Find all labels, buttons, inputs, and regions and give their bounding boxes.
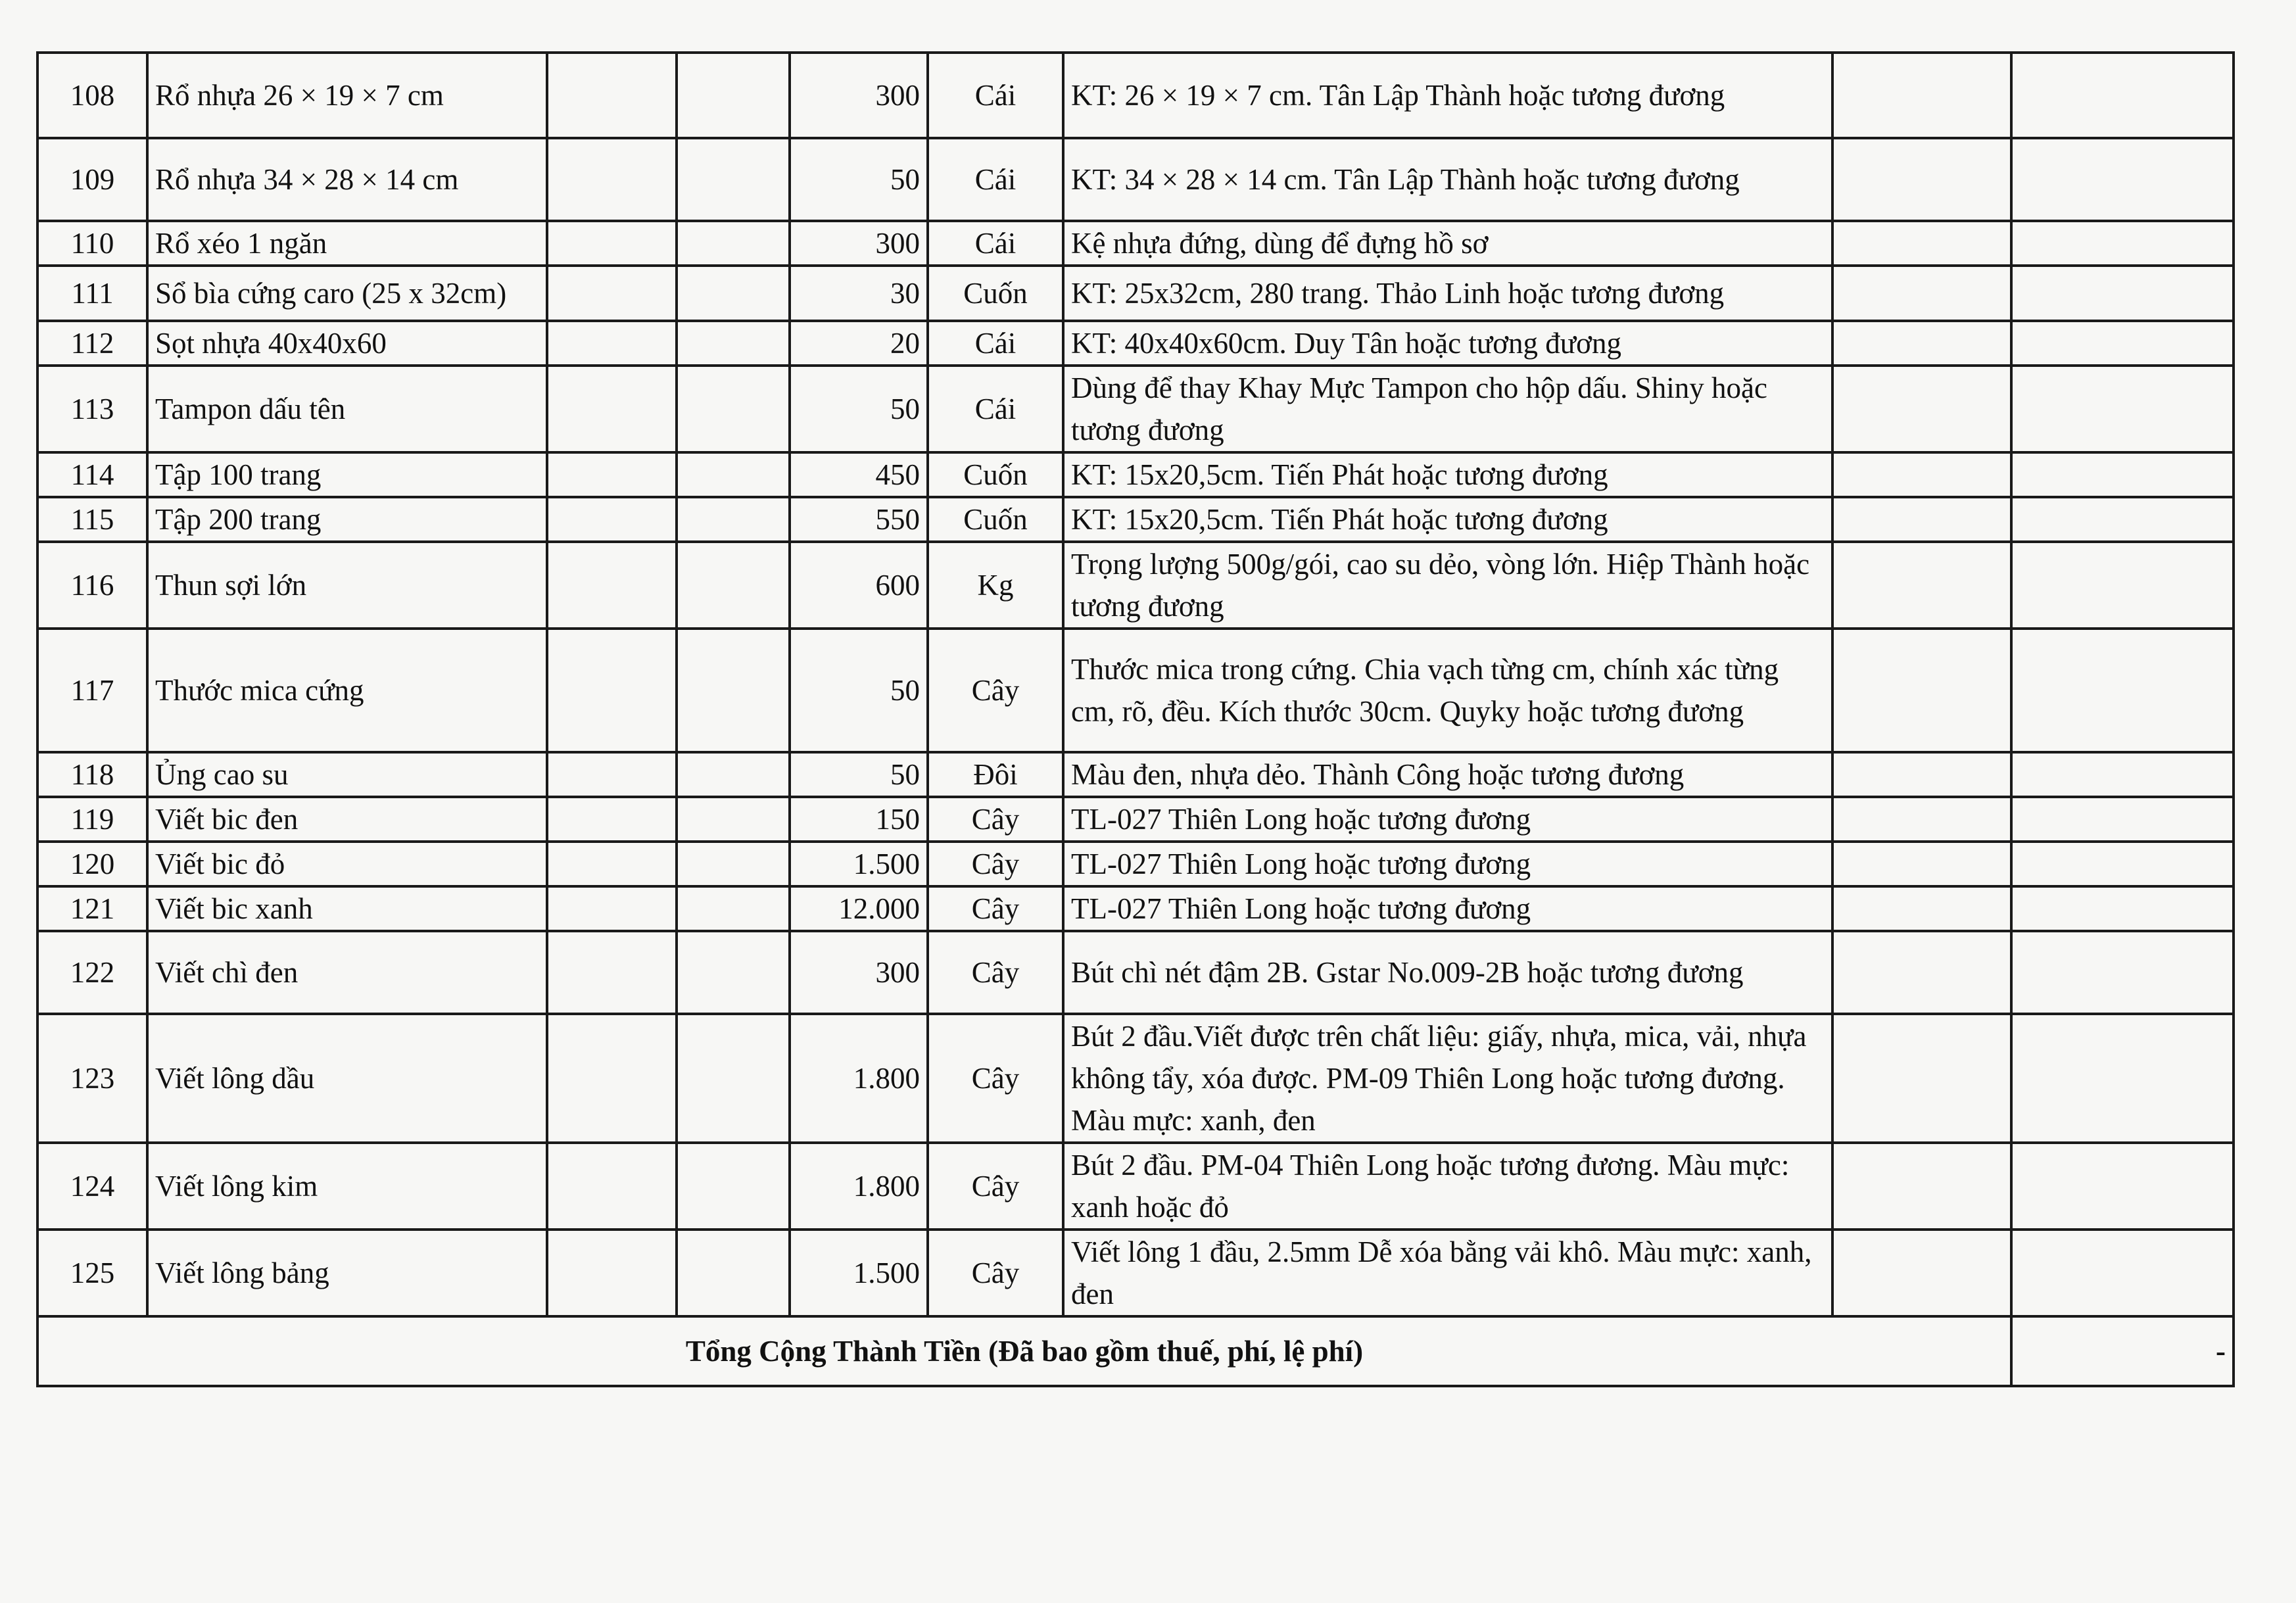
empty-cell <box>677 886 790 931</box>
item-name: Rổ nhựa 26 × 19 × 7 cm <box>147 53 547 138</box>
item-quantity: 20 <box>790 321 928 366</box>
empty-cell <box>547 1014 677 1143</box>
item-name: Tập 100 trang <box>147 452 547 497</box>
row-number: 117 <box>37 629 147 752</box>
item-name: Viết lông dầu <box>147 1014 547 1143</box>
table-row <box>37 797 2234 842</box>
item-quantity: 300 <box>790 931 928 1014</box>
empty-cell <box>1832 797 2011 842</box>
item-name: Viết chì đen <box>147 931 547 1014</box>
empty-cell <box>677 842 790 886</box>
item-unit: Cuốn <box>928 497 1063 542</box>
table-row <box>37 886 2234 931</box>
total-value: - <box>2011 1316 2234 1386</box>
empty-cell <box>1832 221 2011 266</box>
empty-cell <box>2011 1230 2234 1316</box>
table-row <box>37 138 2234 221</box>
item-quantity: 1.800 <box>790 1014 928 1143</box>
empty-cell <box>1832 842 2011 886</box>
table-row <box>37 497 2234 542</box>
item-name: Sọt nhựa 40x40x60 <box>147 321 547 366</box>
row-number: 119 <box>37 797 147 842</box>
item-name: Rổ xéo 1 ngăn <box>147 221 547 266</box>
item-quantity: 50 <box>790 629 928 752</box>
empty-cell <box>677 1230 790 1316</box>
empty-cell <box>1832 452 2011 497</box>
items-table <box>36 51 2235 1387</box>
item-name: Thước mica cứng <box>147 629 547 752</box>
empty-cell <box>2011 629 2234 752</box>
table-row <box>37 366 2234 452</box>
empty-cell <box>677 53 790 138</box>
item-quantity: 300 <box>790 221 928 266</box>
item-name: Thun sợi lớn <box>147 542 547 629</box>
empty-cell <box>1832 366 2011 452</box>
item-unit: Cây <box>928 1143 1063 1230</box>
item-specification: Bút 2 đầu.Viết được trên chất liệu: giấy, nhựa, mica, vải, nhựa không tẩy, xóa được. PM-09 Thiên Long hoặc tương đương. Màu mực: xanh, đen <box>1063 1014 1832 1143</box>
item-name: Viết bic xanh <box>147 886 547 931</box>
empty-cell <box>547 842 677 886</box>
item-quantity: 1.800 <box>790 1143 928 1230</box>
empty-cell <box>547 629 677 752</box>
row-number: 113 <box>37 366 147 452</box>
empty-cell <box>2011 1014 2234 1143</box>
item-specification: TL-027 Thiên Long hoặc tương đương <box>1063 886 1832 931</box>
item-name: Ủng cao su <box>147 752 547 797</box>
item-name: Viết bic đỏ <box>147 842 547 886</box>
empty-cell <box>1832 1143 2011 1230</box>
item-specification: Bút chì nét đậm 2B. Gstar No.009-2B hoặc tương đương <box>1063 931 1832 1014</box>
item-quantity: 30 <box>790 266 928 321</box>
empty-cell <box>547 53 677 138</box>
empty-cell <box>677 266 790 321</box>
item-unit: Cái <box>928 321 1063 366</box>
item-unit: Cây <box>928 842 1063 886</box>
total-row <box>37 1316 2234 1386</box>
row-number: 111 <box>37 266 147 321</box>
items-table-body <box>37 53 2234 1316</box>
item-name: Tampon dấu tên <box>147 366 547 452</box>
empty-cell <box>1832 53 2011 138</box>
empty-cell <box>547 797 677 842</box>
empty-cell <box>677 542 790 629</box>
empty-cell <box>2011 797 2234 842</box>
empty-cell <box>677 321 790 366</box>
item-quantity: 1.500 <box>790 1230 928 1316</box>
empty-cell <box>1832 497 2011 542</box>
empty-cell <box>2011 1143 2234 1230</box>
table-row <box>37 629 2234 752</box>
item-quantity: 300 <box>790 53 928 138</box>
empty-cell <box>677 797 790 842</box>
row-number: 112 <box>37 321 147 366</box>
empty-cell <box>677 221 790 266</box>
table-row <box>37 542 2234 629</box>
empty-cell <box>547 497 677 542</box>
item-quantity: 550 <box>790 497 928 542</box>
item-quantity: 1.500 <box>790 842 928 886</box>
empty-cell <box>1832 138 2011 221</box>
item-unit: Cái <box>928 366 1063 452</box>
empty-cell <box>547 366 677 452</box>
empty-cell <box>677 931 790 1014</box>
item-specification: KT: 15x20,5cm. Tiến Phát hoặc tương đương <box>1063 497 1832 542</box>
total-label: Tổng Cộng Thành Tiền (Đã bao gồm thuế, phí, lệ phí) <box>37 1316 2011 1386</box>
item-unit: Cái <box>928 221 1063 266</box>
empty-cell <box>1832 629 2011 752</box>
empty-cell <box>2011 497 2234 542</box>
item-specification: KT: 40x40x60cm. Duy Tân hoặc tương đương <box>1063 321 1832 366</box>
item-unit: Kg <box>928 542 1063 629</box>
empty-cell <box>677 629 790 752</box>
item-specification: Dùng để thay Khay Mực Tampon cho hộp dấu. Shiny hoặc tương đương <box>1063 366 1832 452</box>
item-specification: TL-027 Thiên Long hoặc tương đương <box>1063 842 1832 886</box>
table-row <box>37 931 2234 1014</box>
empty-cell <box>547 542 677 629</box>
row-number: 115 <box>37 497 147 542</box>
item-unit: Cây <box>928 931 1063 1014</box>
row-number: 118 <box>37 752 147 797</box>
item-quantity: 150 <box>790 797 928 842</box>
empty-cell <box>2011 842 2234 886</box>
table-row <box>37 1143 2234 1230</box>
empty-cell <box>547 321 677 366</box>
item-specification: KT: 15x20,5cm. Tiến Phát hoặc tương đương <box>1063 452 1832 497</box>
empty-cell <box>2011 452 2234 497</box>
item-specification: Màu đen, nhựa dẻo. Thành Công hoặc tương đương <box>1063 752 1832 797</box>
empty-cell <box>1832 752 2011 797</box>
table-row <box>37 266 2234 321</box>
empty-cell <box>2011 931 2234 1014</box>
empty-cell <box>1832 1230 2011 1316</box>
item-quantity: 12.000 <box>790 886 928 931</box>
row-number: 110 <box>37 221 147 266</box>
empty-cell <box>547 221 677 266</box>
row-number: 120 <box>37 842 147 886</box>
empty-cell <box>547 752 677 797</box>
item-quantity: 50 <box>790 366 928 452</box>
empty-cell <box>677 1143 790 1230</box>
empty-cell <box>547 1230 677 1316</box>
item-specification: Trọng lượng 500g/gói, cao su dẻo, vòng lớn. Hiệp Thành hoặc tương đương <box>1063 542 1832 629</box>
row-number: 114 <box>37 452 147 497</box>
item-specification: Bút 2 đầu. PM-04 Thiên Long hoặc tương đương. Màu mực: xanh hoặc đỏ <box>1063 1143 1832 1230</box>
row-number: 124 <box>37 1143 147 1230</box>
item-specification: Kệ nhựa đứng, dùng để đựng hồ sơ <box>1063 221 1832 266</box>
item-unit: Cây <box>928 797 1063 842</box>
item-name: Tập 200 trang <box>147 497 547 542</box>
item-quantity: 450 <box>790 452 928 497</box>
item-unit: Cái <box>928 138 1063 221</box>
empty-cell <box>677 138 790 221</box>
item-name: Rổ nhựa 34 × 28 × 14 cm <box>147 138 547 221</box>
empty-cell <box>547 452 677 497</box>
item-name: Sổ bìa cứng caro (25 x 32cm) <box>147 266 547 321</box>
item-unit: Cái <box>928 53 1063 138</box>
item-unit: Cây <box>928 629 1063 752</box>
empty-cell <box>1832 542 2011 629</box>
item-unit: Cây <box>928 1230 1063 1316</box>
empty-cell <box>2011 266 2234 321</box>
empty-cell <box>1832 1014 2011 1143</box>
empty-cell <box>547 1143 677 1230</box>
empty-cell <box>547 886 677 931</box>
empty-cell <box>2011 886 2234 931</box>
table-row <box>37 752 2234 797</box>
item-quantity: 50 <box>790 138 928 221</box>
empty-cell <box>1832 886 2011 931</box>
row-number: 109 <box>37 138 147 221</box>
item-unit: Cây <box>928 886 1063 931</box>
item-quantity: 50 <box>790 752 928 797</box>
empty-cell <box>677 497 790 542</box>
empty-cell <box>1832 321 2011 366</box>
empty-cell <box>547 138 677 221</box>
row-number: 125 <box>37 1230 147 1316</box>
row-number: 121 <box>37 886 147 931</box>
empty-cell <box>2011 138 2234 221</box>
item-name: Viết lông bảng <box>147 1230 547 1316</box>
row-number: 122 <box>37 931 147 1014</box>
empty-cell <box>2011 366 2234 452</box>
item-specification: Thước mica trong cứng. Chia vạch từng cm, chính xác từng cm, rõ, đều. Kích thước 30cm. Quyky hoặc tương đương <box>1063 629 1832 752</box>
empty-cell <box>2011 321 2234 366</box>
empty-cell <box>547 931 677 1014</box>
item-name: Viết bic đen <box>147 797 547 842</box>
item-unit: Cuốn <box>928 266 1063 321</box>
table-row <box>37 1014 2234 1143</box>
item-unit: Cây <box>928 1014 1063 1143</box>
empty-cell <box>1832 931 2011 1014</box>
item-unit: Đôi <box>928 752 1063 797</box>
empty-cell <box>677 752 790 797</box>
item-unit: Cuốn <box>928 452 1063 497</box>
item-specification: KT: 25x32cm, 280 trang. Thảo Linh hoặc tương đương <box>1063 266 1832 321</box>
empty-cell <box>2011 542 2234 629</box>
table-row <box>37 53 2234 138</box>
empty-cell <box>677 1014 790 1143</box>
empty-cell <box>2011 221 2234 266</box>
item-specification: KT: 34 × 28 × 14 cm. Tân Lập Thành hoặc tương đương <box>1063 138 1832 221</box>
table-row <box>37 452 2234 497</box>
row-number: 116 <box>37 542 147 629</box>
table-row <box>37 321 2234 366</box>
empty-cell <box>677 452 790 497</box>
table-row <box>37 842 2234 886</box>
row-number: 123 <box>37 1014 147 1143</box>
item-specification: Viết lông 1 đầu, 2.5mm Dễ xóa bằng vải khô. Màu mực: xanh, đen <box>1063 1230 1832 1316</box>
table-row <box>37 1230 2234 1316</box>
item-name: Viết lông kim <box>147 1143 547 1230</box>
empty-cell <box>547 266 677 321</box>
empty-cell <box>677 366 790 452</box>
empty-cell <box>2011 53 2234 138</box>
row-number: 108 <box>37 53 147 138</box>
empty-cell <box>1832 266 2011 321</box>
table-row <box>37 221 2234 266</box>
item-specification: KT: 26 × 19 × 7 cm. Tân Lập Thành hoặc tương đương <box>1063 53 1832 138</box>
empty-cell <box>2011 752 2234 797</box>
item-specification: TL-027 Thiên Long hoặc tương đương <box>1063 797 1832 842</box>
item-quantity: 600 <box>790 542 928 629</box>
